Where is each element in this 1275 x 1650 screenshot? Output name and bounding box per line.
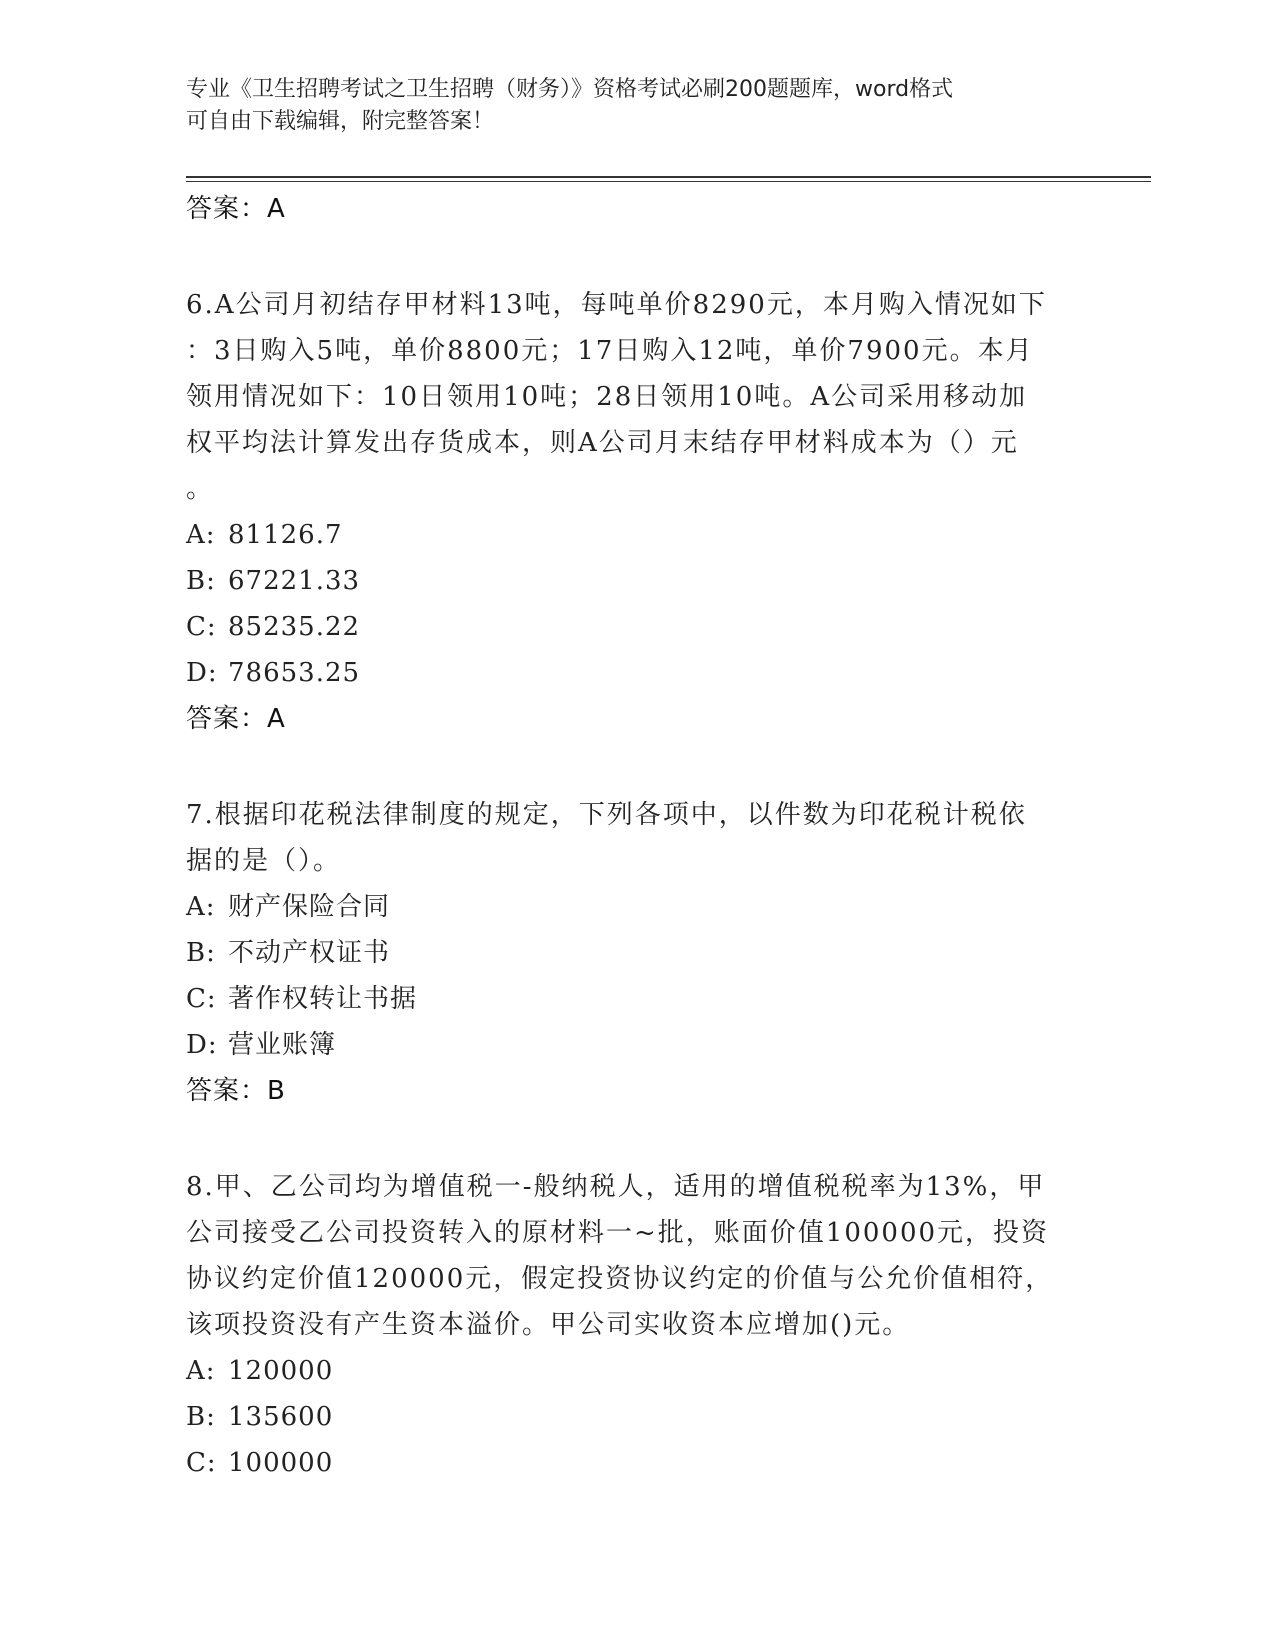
header-line-1: 专业《卫生招聘考试之卫生招聘（财务）》资格考试必刷200题题库，word格式 xyxy=(186,77,954,102)
question-line: 6.A公司月初结存甲材料13吨，每吨单价8290元，本月购入情况如下 xyxy=(186,290,1047,320)
spacer xyxy=(186,1114,1086,1164)
question-line: ：3日购入5吨，单价8800元；17日购入12吨，单价7900元。本月 xyxy=(186,336,1034,366)
option-text: 85235.22 xyxy=(228,612,361,642)
option-text: 120000 xyxy=(228,1356,334,1386)
question-line: 领用情况如下：10日领用10吨；28日领用10吨。A公司采用移动加 xyxy=(186,382,1028,412)
option-text: 81126.7 xyxy=(228,520,343,550)
question-7 xyxy=(186,792,1086,884)
option-key: A: xyxy=(186,1356,216,1386)
answer-6: 答案：A xyxy=(186,704,286,734)
question-line: 7.根据印花税法律制度的规定，下列各项中，以件数为印花税计税依 xyxy=(186,800,1027,830)
spacer xyxy=(186,232,1086,282)
option-b xyxy=(186,1394,1086,1440)
option-key: B: xyxy=(186,938,216,968)
option-a xyxy=(186,884,1086,930)
question-line: 该项投资没有产生资本溢价。甲公司实收资本应增加()元。 xyxy=(186,1310,911,1340)
option-key: B: xyxy=(186,1402,216,1432)
option-c xyxy=(186,976,1086,1022)
option-key: C: xyxy=(186,612,217,642)
option-key: B: xyxy=(186,566,216,596)
option-text: 78653.25 xyxy=(228,658,361,688)
option-b xyxy=(186,558,1086,604)
option-text: 135600 xyxy=(228,1402,334,1432)
option-text: 67221.33 xyxy=(228,566,361,596)
option-text: 不动产权证书 xyxy=(228,938,391,968)
option-d xyxy=(186,1022,1086,1068)
question-line: 8.甲、乙公司均为增值税一-般纳税人，适用的增值税税率为13%，甲 xyxy=(186,1172,1046,1202)
option-text: 100000 xyxy=(228,1448,334,1478)
question-line: 权平均法计算发出存货成本，则A公司月末结存甲材料成本为（）元 xyxy=(186,428,1019,458)
option-c xyxy=(186,604,1086,650)
answer-7: 答案：B xyxy=(186,1076,286,1106)
option-d xyxy=(186,650,1086,696)
option-a xyxy=(186,1348,1086,1394)
answer-prev: 答案：A xyxy=(186,194,286,224)
question-line: 公司接受乙公司投资转入的原材料一~批，账面价值100000元，投资 xyxy=(186,1218,1050,1248)
option-key: D: xyxy=(186,658,218,688)
question-8 xyxy=(186,1164,1086,1348)
spacer xyxy=(186,742,1086,792)
option-key: C: xyxy=(186,1448,217,1478)
question-6 xyxy=(186,282,1086,512)
question-line: 。 xyxy=(186,474,215,504)
option-a xyxy=(186,512,1086,558)
option-key: C: xyxy=(186,984,217,1014)
option-key: A: xyxy=(186,520,216,550)
header-line-2: 可自由下载编辑，附完整答案！ xyxy=(186,109,495,134)
option-text: 著作权转让书据 xyxy=(228,984,418,1014)
option-c xyxy=(186,1440,1086,1486)
header-divider xyxy=(186,176,1151,182)
option-key: A: xyxy=(186,892,216,922)
question-line: 据的是（）。 xyxy=(186,846,342,876)
page-header xyxy=(186,74,1066,138)
option-text: 财产保险合同 xyxy=(228,892,391,922)
question-line: 协议约定价值120000元，假定投资协议约定的价值与公允价值相符， xyxy=(186,1264,1054,1294)
option-key: D: xyxy=(186,1030,218,1060)
document-body xyxy=(186,186,1086,1486)
option-b xyxy=(186,930,1086,976)
option-text: 营业账簿 xyxy=(228,1030,337,1060)
